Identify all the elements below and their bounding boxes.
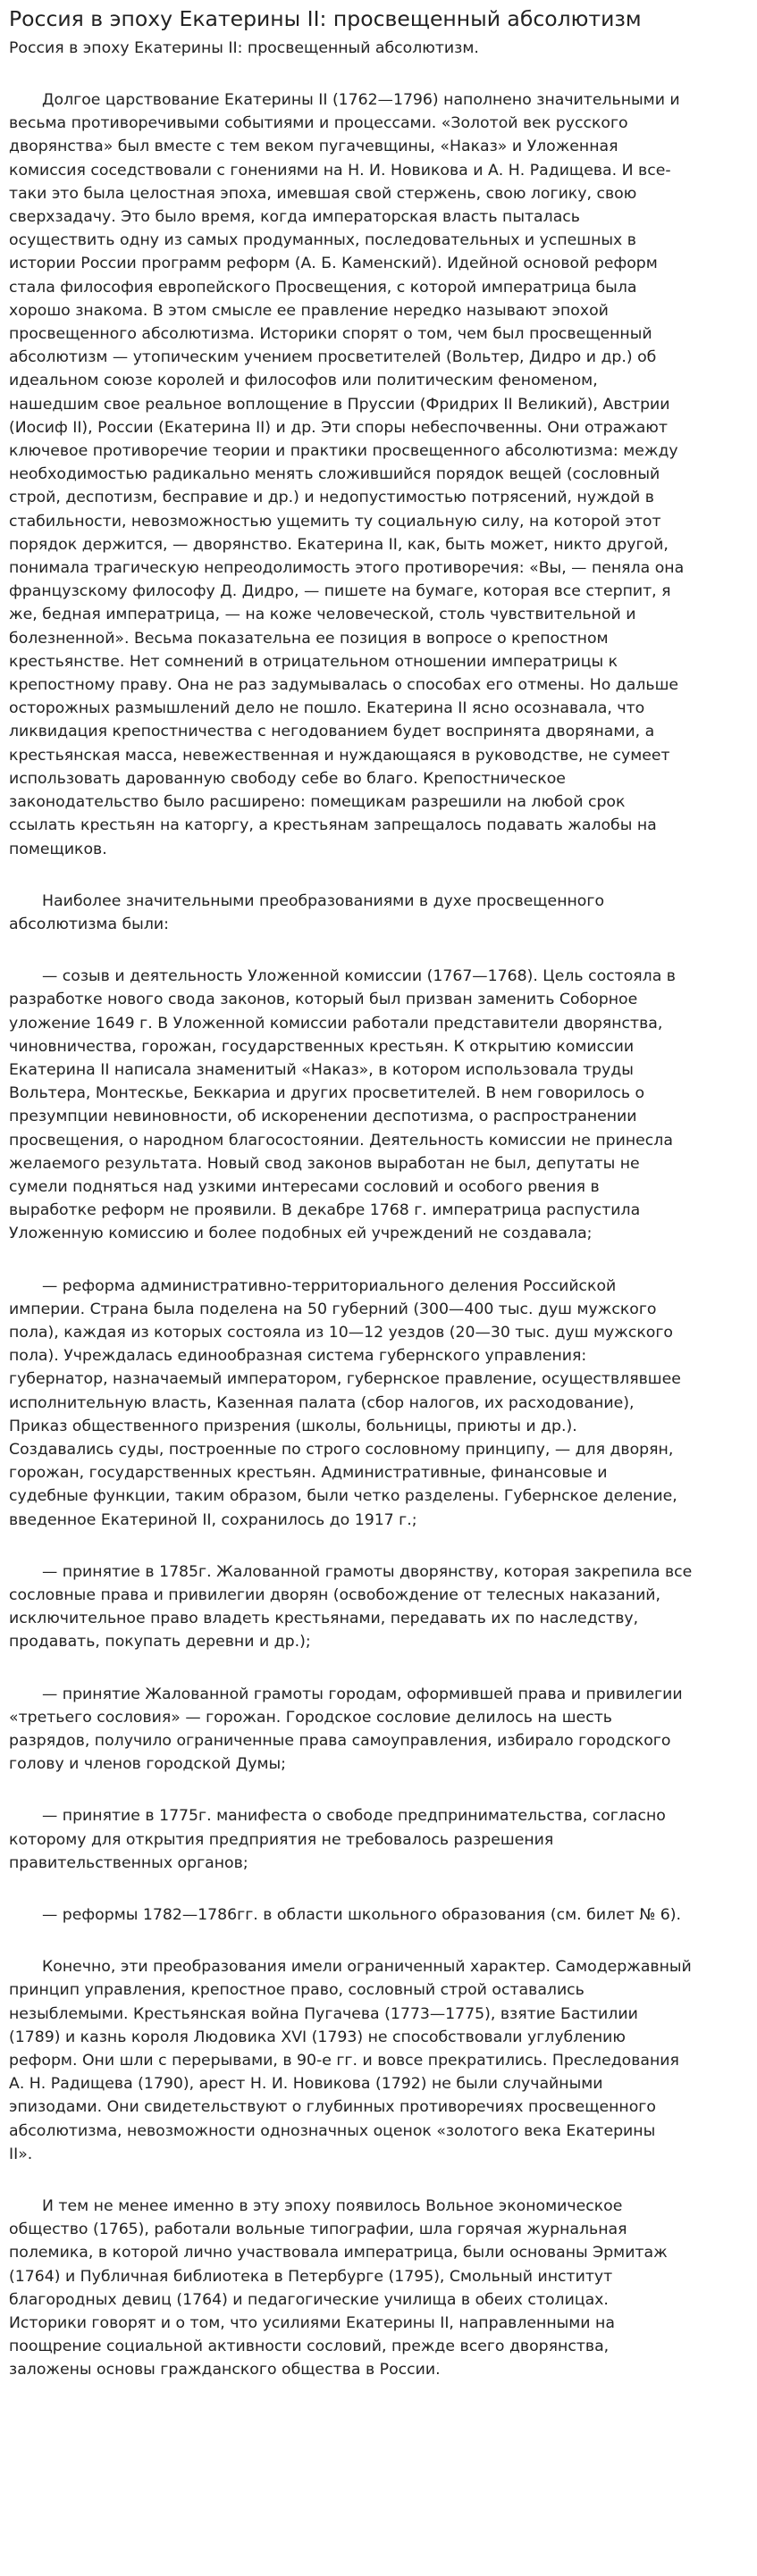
page-subtitle: Россия в эпоху Екатерины II: просвещенный абсолютизм. xyxy=(9,39,479,57)
paragraph-school-reforms: — реформы 1782—1786гг. в области школьного образования (см. билет № 6). xyxy=(42,1906,681,1925)
paragraph-nobility-charter: — принятие в 1785г. Жалованной грамоты дворянству, которая закрепила все сословные права и привилегии дворян (освобождение от телесных наказаний, исключительное право владеть крестьянами, передавать их по наследству, продавать, покупать деревни и др.); xyxy=(9,1562,693,1652)
paragraph-limitations: Конечно, эти преобразования имели ограниченный характер. Самодержавный принцип управления, крепостное право, сословный строй оставались незыблемыми. Крестьянская война Пугачева (1773—1775), взятие Бастилии (1789) и казнь короля Людовика XVI (1793) не способствовали углублению реформ. Они шли с перерывами, в 90-е гг. и вовсе прекратились. Преследования А. Н. Радищева (1790), арест Н. И. Новикова (1792) не были случайными эпизодами. Они свидетельствуют о глубинных противоречиях просвещенного абсолютизма, невозможности однозначных оценок «золотого века Екатерины II». xyxy=(9,1958,692,2163)
paragraph-towns-charter: — принятие Жалованной грамоты городам, оформившей права и привилегии «третьего сословия» — горожан. Городское сословие делилось на шесть разрядов, получило ограниченные права самоуправления, избирало городского голову и членов городской Думы; xyxy=(9,1685,683,1774)
article-body xyxy=(9,88,748,2382)
paragraph-legislative-commission: — созыв и деятельность Уложенной комиссии (1767—1768). Цель состояла в разработке нового свода законов, который был призван заменить Соборное уложение 1649 г. В Уложенной комиссии работали представители дворянства, чиновничества, горожан, государственных крестьян. К открытию комиссии Екатерина II написала знаменитый «Наказ», в котором использовала труды Вольтера, Монтескье, Беккариа и других просветителей. В нем говорилось о презумпции невиновности, об искоренении деспотизма, о распространении просвещения, о народном благосостоянии. Деятельность комиссии не принесла желаемого результата. Новый свод законов выработан не был, депутаты не сумели подняться над узкими интересами сословий и особого рвения в выработке реформ не проявили. В декабре 1768 г. императрица распустила Уложенную комиссию и более подобных ей учреждений не создавала; xyxy=(9,967,676,1243)
page-title: Россия в эпоху Екатерины II: просвещенный абсолютизм xyxy=(9,6,642,31)
paragraph-conclusion: И тем не менее именно в эту эпоху появилось Вольное экономическое общество (1765), работали вольные типографии, шла горячая журнальная полемика, в которой лично участвовала императрица, были основаны Эрмитаж (1764) и Публичная библиотека в Петербурге (1795), Смольный институт благородных девиц (1764) и педагогические училища в обеих столицах. Историки говорят и о том, что усилиями Екатерины II, направленными на поощрение социальной активности сословий, прежде всего дворянства, заложены основы гражданского общества в России. xyxy=(9,2197,668,2379)
paragraph-intro: Долгое царствование Екатерины II (1762—1796) наполнено значительными и весьма противоречивыми событиями и процессами. «Золотой век русского дворянства» был вместе с тем веком пугачевщины, «Наказ» и Уложенная комиссия соседствовали с гонениями на Н. И. Новикова и А. Н. Радищева. И все- таки это была целостная эпоха, имевшая свой стержень, свою логику, свою сверхзадачу. Это было время, когда императорская власть пыталась осуществить одну из самых продуманных, последовательных и успешных в истории России программ реформ (А. Б. Каменский). Идейной основой реформ стала философия европейского Просвещения, с которой императрица была хорошо знакома. В этом смысле ее правление нередко называют эпохой просвещенного абсолютизма. Историки спорят о том, чем был просвещенный абсолютизм — утопическим учением просветителей (Вольтер, Дидро и др.) об идеальном союзе королей и философов или политическим феноменом, нашедшим свое реальное воплощение в Пруссии (Фридрих II Великий), Австрии (Иосиф II), России (Екатерина II) и др. Эти споры небеспочвенны. Они отражают ключевое противоречие теории и практики просвещенного абсолютизма: между необходимостью радикально менять сложившийся порядок вещей (сословный строй, деспотизм, бесправие и др.) и недопустимостью потрясений, нуждой в стабильности, невозможностью ущемить ту социальную силу, на которой этот порядок держится, — дворянство. Екатерина II, как, быть может, никто другой, понимала трагическую непреодолимость этого противоречия: «Вы, — пеняла она французскому философу Д. Дидро, — пишете на бумаге, которая все стерпит, я же, бедная императрица, — на коже человеческой, столь чувствительной и болезненной». Весьма показательна ее позиция в вопросе о крепостном крестьянстве. Нет сомнений в отрицательном отношении императрицы к крепостному праву. Она не раз задумывалась о способах его отмены. Но дальше осторожных размышлений дело не пошло. Екатерина II ясно осознавала, что ликвидация крепостничества с негодованием будет воспринята дворянами, а крестьянская масса, невежественная и нуждающаяся в руководстве, не сумеет использовать дарованную свободу себе во благо. Крепостническое законодательство было расширено: помещикам разрешили на любой срок ссылать крестьян на каторгу, а крестьянам запрещалось подавать жалобы на помещиков. xyxy=(9,91,685,858)
paragraph-provincial-reform: — реформа административно-территориального деления Российской империи. Страна была поделена на 50 губерний (300—400 тыс. душ мужского пола), каждая из которых состояла из 10—12 уездов (20—30 тыс. душ мужского пола). Учреждалась единообразная система губернского управления: губернатор, назначаемый императором, губернское правление, осуществлявшее исполнительную власть, Казенная палата (сбор налогов, их расходование), Приказ общественного призрения (школы, больницы, приюты и др.). Создавались суды, построенные по строго сословному принципу, — для дворян, горожан, государственных крестьян. Административные, финансовые и судебные функции, таким образом, были четко разделены. Губернское деление, введенное Екатериной II, сохранилось до 1917 г.; xyxy=(9,1276,681,1529)
paragraph-reforms-lead: Наиболее значительными преобразованиями в духе просвещенного абсолютизма были: xyxy=(9,891,605,933)
paragraph-enterprise-manifesto: — принятие в 1775г. манифеста о свободе предпринимательства, согласно которому для открытия предприятия не требовалось разрешения правительственных органов; xyxy=(9,1807,666,1872)
